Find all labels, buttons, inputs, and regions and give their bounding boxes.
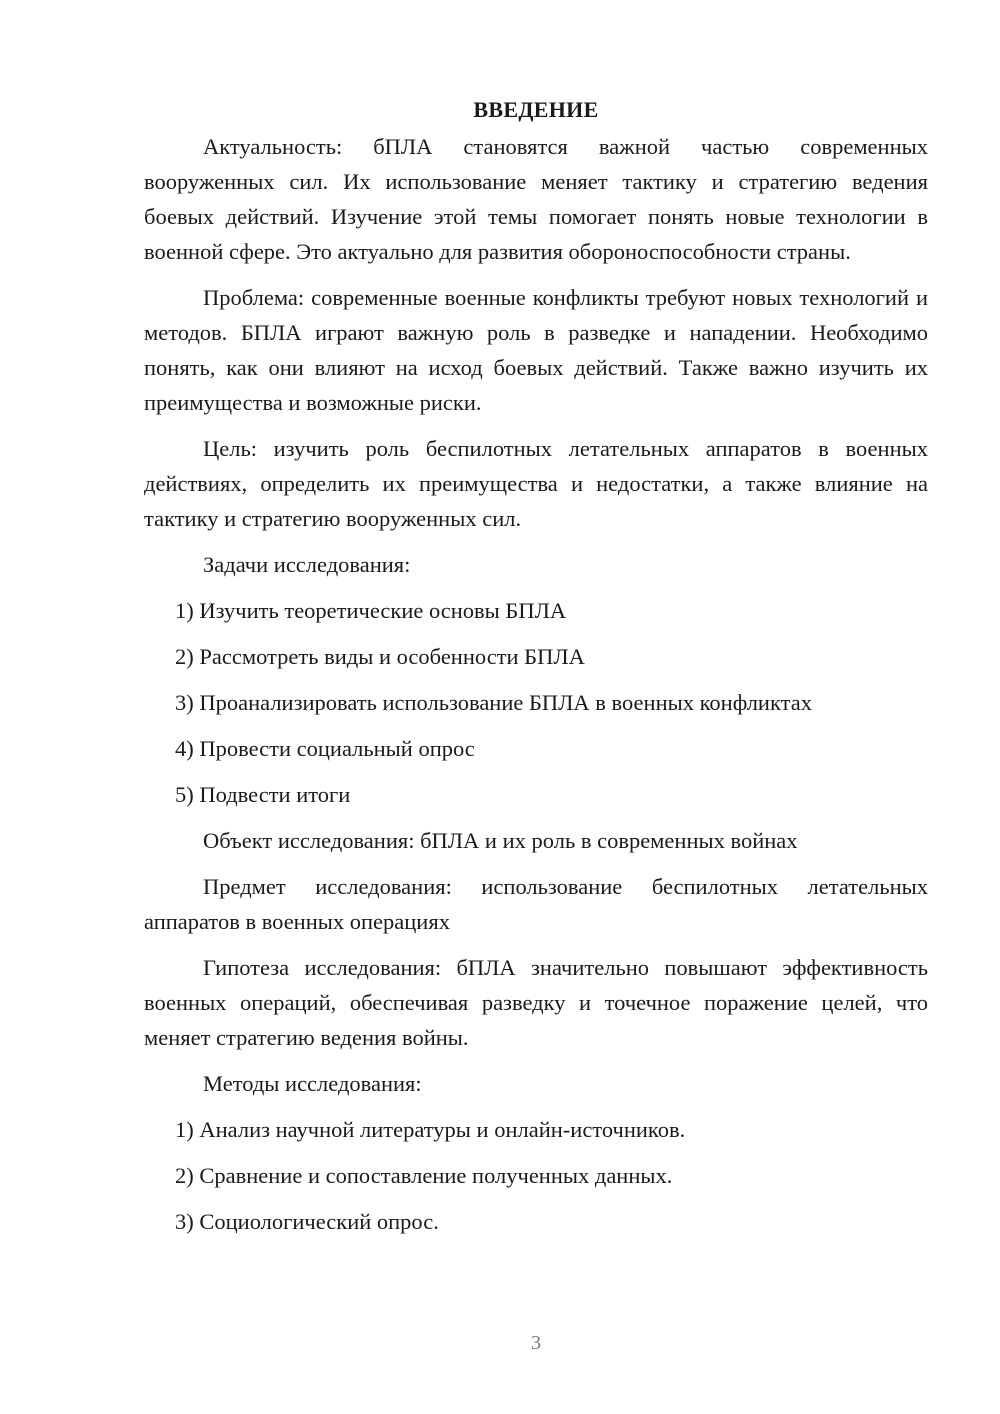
list-item: 1) Анализ научной литературы и онлайн-источников. [175,1117,686,1142]
subject-paragraph: Предмет исследования: использование беспилотных летательных аппаратов в военных операциях [144,874,928,934]
object-paragraph: Объект исследования: бПЛА и их роль в современных войнах [203,828,798,853]
tasks-list [144,593,928,812]
methods-list [144,1112,928,1239]
list-item: 1) Изучить теоретические основы БПЛА [175,598,567,623]
page-number: 3 [531,1332,541,1354]
relevance-paragraph: Актуальность: бПЛА становятся важной частью современных вооруженных сил. Их использование меняет тактику и стратегию ведения боевых действий. Изучение этой темы помогает понять новые технологии в военной сфере. Это актуально для развития обороноспособности страны. [144,134,928,264]
methods-heading: Методы исследования: [203,1071,422,1096]
document-page [144,92,928,1250]
list-item: 5) Подвести итоги [175,782,351,807]
list-item: 3) Социологический опрос. [175,1209,439,1234]
problem-paragraph: Проблема: современные военные конфликты требуют новых технологий и методов. БПЛА играют важную роль в разведке и нападении. Необходимо понять, как они влияют на исход боевых действий. Также важно изучить их преимущества и возможные риски. [144,285,928,415]
document-title: ВВЕДЕНИЕ [473,97,599,122]
tasks-heading: Задачи исследования: [203,552,411,577]
goal-paragraph: Цель: изучить роль беспилотных летательных аппаратов в военных действиях, определить их преимущества и недостатки, а также влияние на тактику и стратегию вооруженных сил. [144,436,928,531]
list-item: 2) Сравнение и сопоставление полученных данных. [175,1163,673,1188]
list-item: 3) Проанализировать использование БПЛА в военных конфликтах [175,690,812,715]
hypothesis-paragraph: Гипотеза исследования: бПЛА значительно повышают эффективность военных операций, обеспечивая разведку и точечное поражение целей, что меняет стратегию ведения войны. [144,955,928,1050]
list-item: 2) Рассмотреть виды и особенности БПЛА [175,644,585,669]
list-item: 4) Провести социальный опрос [175,736,475,761]
